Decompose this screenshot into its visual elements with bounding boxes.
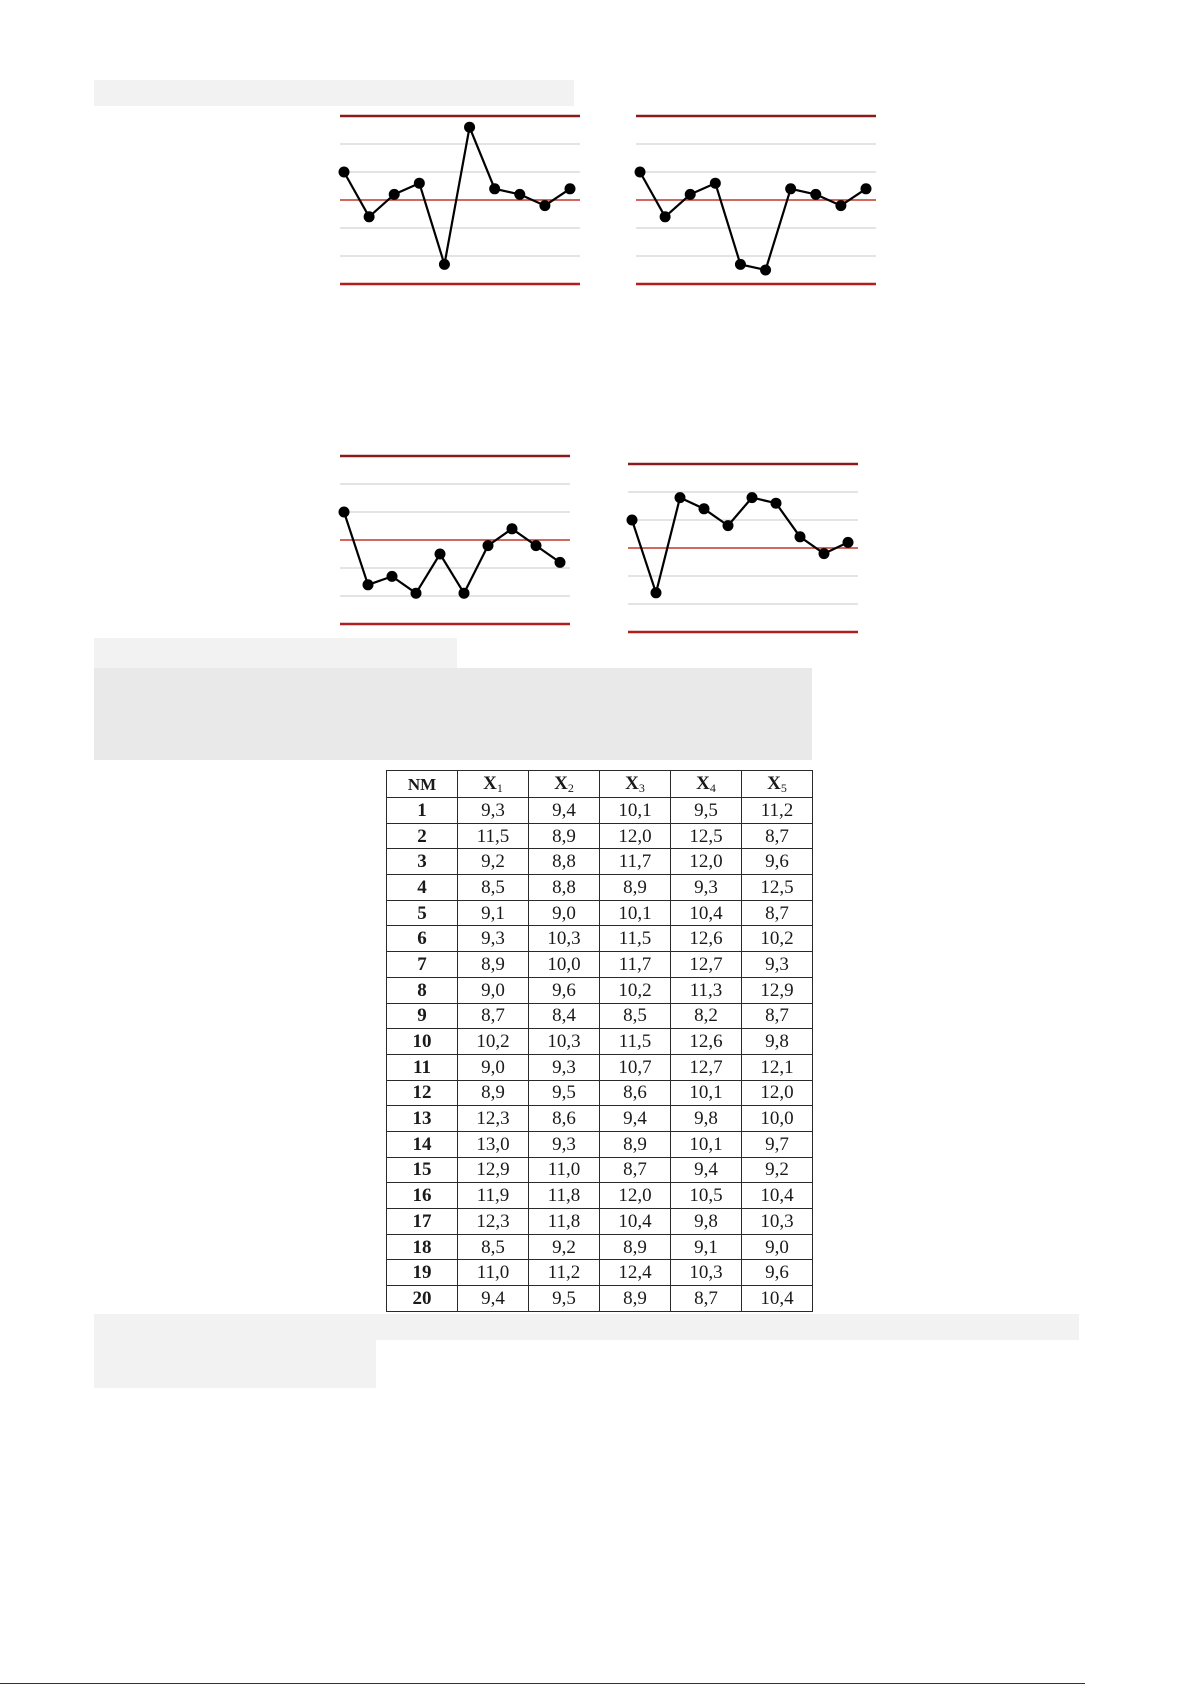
table-cell: 9,0 (742, 1234, 813, 1260)
series-line (344, 127, 570, 264)
row-number-cell: 6 (387, 926, 458, 952)
table-cell: 8,4 (529, 1003, 600, 1029)
data-point (843, 537, 854, 548)
table-row (387, 823, 813, 849)
table-cell: 9,3 (458, 926, 529, 952)
row-number-cell: 13 (387, 1106, 458, 1132)
header-letter: X (483, 773, 497, 794)
table-body (387, 798, 813, 1312)
table-cell: 9,1 (671, 1234, 742, 1260)
table-cell: 13,0 (458, 1131, 529, 1157)
table-cell: 9,4 (600, 1106, 671, 1132)
table-header-row (387, 771, 813, 798)
table-row (387, 900, 813, 926)
table-cell: 8,9 (529, 823, 600, 849)
table-cell: 8,2 (671, 1003, 742, 1029)
table-cell: 11,2 (742, 798, 813, 824)
table-row (387, 1260, 813, 1286)
table-cell: 12,0 (600, 1183, 671, 1209)
table-cell: 12,0 (671, 849, 742, 875)
row-number-cell: 17 (387, 1209, 458, 1235)
data-point (819, 548, 830, 559)
table-row (387, 952, 813, 978)
data-point (735, 259, 746, 270)
table-row (387, 1157, 813, 1183)
redacted-text-block-middle (94, 638, 457, 668)
table-cell: 8,7 (671, 1286, 742, 1312)
table-cell: 10,0 (529, 952, 600, 978)
row-number-cell: 3 (387, 849, 458, 875)
control-chart-d-svg (628, 448, 858, 648)
data-point (699, 503, 710, 514)
table-cell: 8,6 (529, 1106, 600, 1132)
table-cell: 11,5 (600, 1029, 671, 1055)
table-cell: 11,8 (529, 1209, 600, 1235)
page-bottom-rule (0, 1683, 1085, 1684)
table-cell: 12,3 (458, 1209, 529, 1235)
table-cell: 9,1 (458, 900, 529, 926)
data-point (627, 515, 638, 526)
series-line (632, 498, 848, 593)
table-cell: 12,6 (671, 1029, 742, 1055)
table-cell: 8,7 (742, 823, 813, 849)
data-point (389, 189, 400, 200)
table-row (387, 1080, 813, 1106)
table-cell: 12,7 (671, 1054, 742, 1080)
table-cell: 10,1 (600, 900, 671, 926)
control-chart-d (628, 448, 858, 648)
table-row (387, 1054, 813, 1080)
table-cell: 8,9 (600, 1131, 671, 1157)
data-point (435, 549, 446, 560)
table-cell: 8,9 (600, 875, 671, 901)
table-cell: 9,0 (529, 900, 600, 926)
table-cell: 12,1 (742, 1054, 813, 1080)
table-cell: 10,3 (529, 926, 600, 952)
table-row (387, 1286, 813, 1312)
data-point (459, 588, 470, 599)
redacted-text-line-bottom (94, 1340, 376, 1388)
data-point (364, 211, 375, 222)
table-cell: 10,1 (671, 1131, 742, 1157)
table-cell: 10,2 (458, 1029, 529, 1055)
table-cell: 9,3 (458, 798, 529, 824)
table-cell: 10,5 (671, 1183, 742, 1209)
header-x3 (600, 771, 671, 798)
table-cell: 8,9 (600, 1234, 671, 1260)
row-number-cell: 18 (387, 1234, 458, 1260)
row-number-cell: 19 (387, 1260, 458, 1286)
table-row (387, 798, 813, 824)
row-number-cell: 5 (387, 900, 458, 926)
table-cell: 8,6 (600, 1080, 671, 1106)
table-cell: 8,7 (742, 1003, 813, 1029)
row-number-cell: 16 (387, 1183, 458, 1209)
table-cell: 10,4 (742, 1286, 813, 1312)
table-cell: 11,2 (529, 1260, 600, 1286)
header-subscript: 5 (780, 781, 787, 795)
table-cell: 10,3 (742, 1209, 813, 1235)
table-cell: 12,6 (671, 926, 742, 952)
table-cell: 9,6 (742, 849, 813, 875)
table-cell: 8,7 (600, 1157, 671, 1183)
control-chart-b (636, 100, 876, 300)
header-x1 (458, 771, 529, 798)
data-point (861, 183, 872, 194)
table-cell: 10,2 (600, 977, 671, 1003)
table-cell: 10,1 (671, 1080, 742, 1106)
table-cell: 12,9 (458, 1157, 529, 1183)
row-number-cell: 1 (387, 798, 458, 824)
redacted-text-block-wide (94, 668, 812, 760)
table-cell: 8,9 (458, 1080, 529, 1106)
data-point (387, 571, 398, 582)
table-cell: 12,5 (671, 823, 742, 849)
data-point (747, 492, 758, 503)
table-cell: 10,4 (671, 900, 742, 926)
table-cell: 11,0 (529, 1157, 600, 1183)
table-cell: 9,7 (742, 1131, 813, 1157)
table-cell: 9,8 (671, 1209, 742, 1235)
table-cell: 9,6 (529, 977, 600, 1003)
table-cell: 12,9 (742, 977, 813, 1003)
row-number-cell: 2 (387, 823, 458, 849)
table-cell: 8,8 (529, 849, 600, 875)
table-cell: 10,3 (529, 1029, 600, 1055)
table-row (387, 977, 813, 1003)
table-row (387, 926, 813, 952)
table-cell: 9,3 (529, 1054, 600, 1080)
table-cell: 12,4 (600, 1260, 671, 1286)
row-number-cell: 14 (387, 1131, 458, 1157)
data-point (685, 189, 696, 200)
table-row (387, 1209, 813, 1235)
table-cell: 9,4 (671, 1157, 742, 1183)
data-point (539, 200, 550, 211)
data-point (675, 492, 686, 503)
row-number-cell: 7 (387, 952, 458, 978)
data-point (785, 183, 796, 194)
table-cell: 10,3 (671, 1260, 742, 1286)
table-row (387, 1106, 813, 1132)
row-number-cell: 12 (387, 1080, 458, 1106)
data-point (489, 183, 500, 194)
table-cell: 8,5 (458, 1234, 529, 1260)
header-letter: X (696, 773, 710, 794)
data-point (760, 265, 771, 276)
measurement-table (386, 770, 813, 1312)
data-point (464, 122, 475, 133)
control-chart-c-svg (340, 440, 570, 640)
data-point (411, 588, 422, 599)
data-point (514, 189, 525, 200)
table-cell: 8,9 (600, 1286, 671, 1312)
table-cell: 10,0 (742, 1106, 813, 1132)
row-number-cell: 8 (387, 977, 458, 1003)
data-point (531, 540, 542, 551)
data-point (723, 520, 734, 531)
data-point (439, 259, 450, 270)
header-subscript: 1 (496, 781, 503, 795)
series-line (344, 512, 560, 593)
header-nm: NM (387, 771, 458, 798)
data-point (339, 507, 350, 518)
table-cell: 9,2 (529, 1234, 600, 1260)
row-number-cell: 9 (387, 1003, 458, 1029)
table-cell: 9,8 (742, 1029, 813, 1055)
table-row (387, 1003, 813, 1029)
row-number-cell: 10 (387, 1029, 458, 1055)
data-point (339, 167, 350, 178)
table-cell: 11,5 (600, 926, 671, 952)
header-letter: X (767, 773, 781, 794)
table-cell: 9,0 (458, 1054, 529, 1080)
data-point (363, 579, 374, 590)
header-x4 (671, 771, 742, 798)
table-cell: 11,8 (529, 1183, 600, 1209)
table-cell: 9,3 (742, 952, 813, 978)
table-cell: 9,0 (458, 977, 529, 1003)
table-cell: 11,0 (458, 1260, 529, 1286)
control-chart-a-svg (340, 100, 580, 300)
table-cell: 11,9 (458, 1183, 529, 1209)
data-point (635, 167, 646, 178)
table-cell: 8,5 (600, 1003, 671, 1029)
table-cell: 8,8 (529, 875, 600, 901)
table-cell: 11,7 (600, 952, 671, 978)
control-chart-c (340, 440, 570, 640)
table-cell: 12,0 (600, 823, 671, 849)
table-cell: 11,3 (671, 977, 742, 1003)
table-cell: 10,7 (600, 1054, 671, 1080)
table-row (387, 1029, 813, 1055)
header-x5 (742, 771, 813, 798)
table-cell: 10,4 (742, 1183, 813, 1209)
series-line (640, 172, 866, 270)
redacted-text-block-bottom (94, 1314, 1079, 1340)
data-point (810, 189, 821, 200)
table-cell: 9,6 (742, 1260, 813, 1286)
row-number-cell: 15 (387, 1157, 458, 1183)
data-point (651, 587, 662, 598)
table-row (387, 1131, 813, 1157)
header-subscript: 3 (638, 781, 645, 795)
header-subscript: 2 (567, 781, 574, 795)
data-point (795, 531, 806, 542)
table-cell: 12,3 (458, 1106, 529, 1132)
data-point (483, 540, 494, 551)
table-cell: 10,4 (600, 1209, 671, 1235)
table-cell: 12,5 (742, 875, 813, 901)
control-chart-a (340, 100, 580, 300)
data-point (565, 183, 576, 194)
table-cell: 9,8 (671, 1106, 742, 1132)
table-row (387, 1183, 813, 1209)
table-cell: 12,7 (671, 952, 742, 978)
table-row (387, 875, 813, 901)
table-cell: 10,2 (742, 926, 813, 952)
data-point (710, 178, 721, 189)
table-cell: 9,5 (529, 1080, 600, 1106)
table-cell: 9,5 (529, 1286, 600, 1312)
table-cell: 10,1 (600, 798, 671, 824)
table-cell: 8,7 (458, 1003, 529, 1029)
header-letter: X (625, 773, 639, 794)
table-row (387, 849, 813, 875)
table-cell: 9,4 (458, 1286, 529, 1312)
table-cell: 8,9 (458, 952, 529, 978)
table-cell: 9,5 (671, 798, 742, 824)
data-point (555, 557, 566, 568)
control-chart-b-svg (636, 100, 876, 300)
table-cell: 11,7 (600, 849, 671, 875)
table-cell: 9,4 (529, 798, 600, 824)
data-point (414, 178, 425, 189)
table-cell: 9,2 (742, 1157, 813, 1183)
header-letter: X (554, 773, 568, 794)
row-number-cell: 20 (387, 1286, 458, 1312)
table-cell: 12,0 (742, 1080, 813, 1106)
header-subscript: 4 (709, 781, 716, 795)
header-x2 (529, 771, 600, 798)
table-cell: 8,5 (458, 875, 529, 901)
data-point (835, 200, 846, 211)
table-row (387, 1234, 813, 1260)
table-cell: 9,3 (529, 1131, 600, 1157)
table-cell: 8,7 (742, 900, 813, 926)
table-cell: 9,2 (458, 849, 529, 875)
data-point (771, 498, 782, 509)
data-point (507, 523, 518, 534)
row-number-cell: 4 (387, 875, 458, 901)
table-cell: 9,3 (671, 875, 742, 901)
data-point (660, 211, 671, 222)
table-cell: 11,5 (458, 823, 529, 849)
row-number-cell: 11 (387, 1054, 458, 1080)
